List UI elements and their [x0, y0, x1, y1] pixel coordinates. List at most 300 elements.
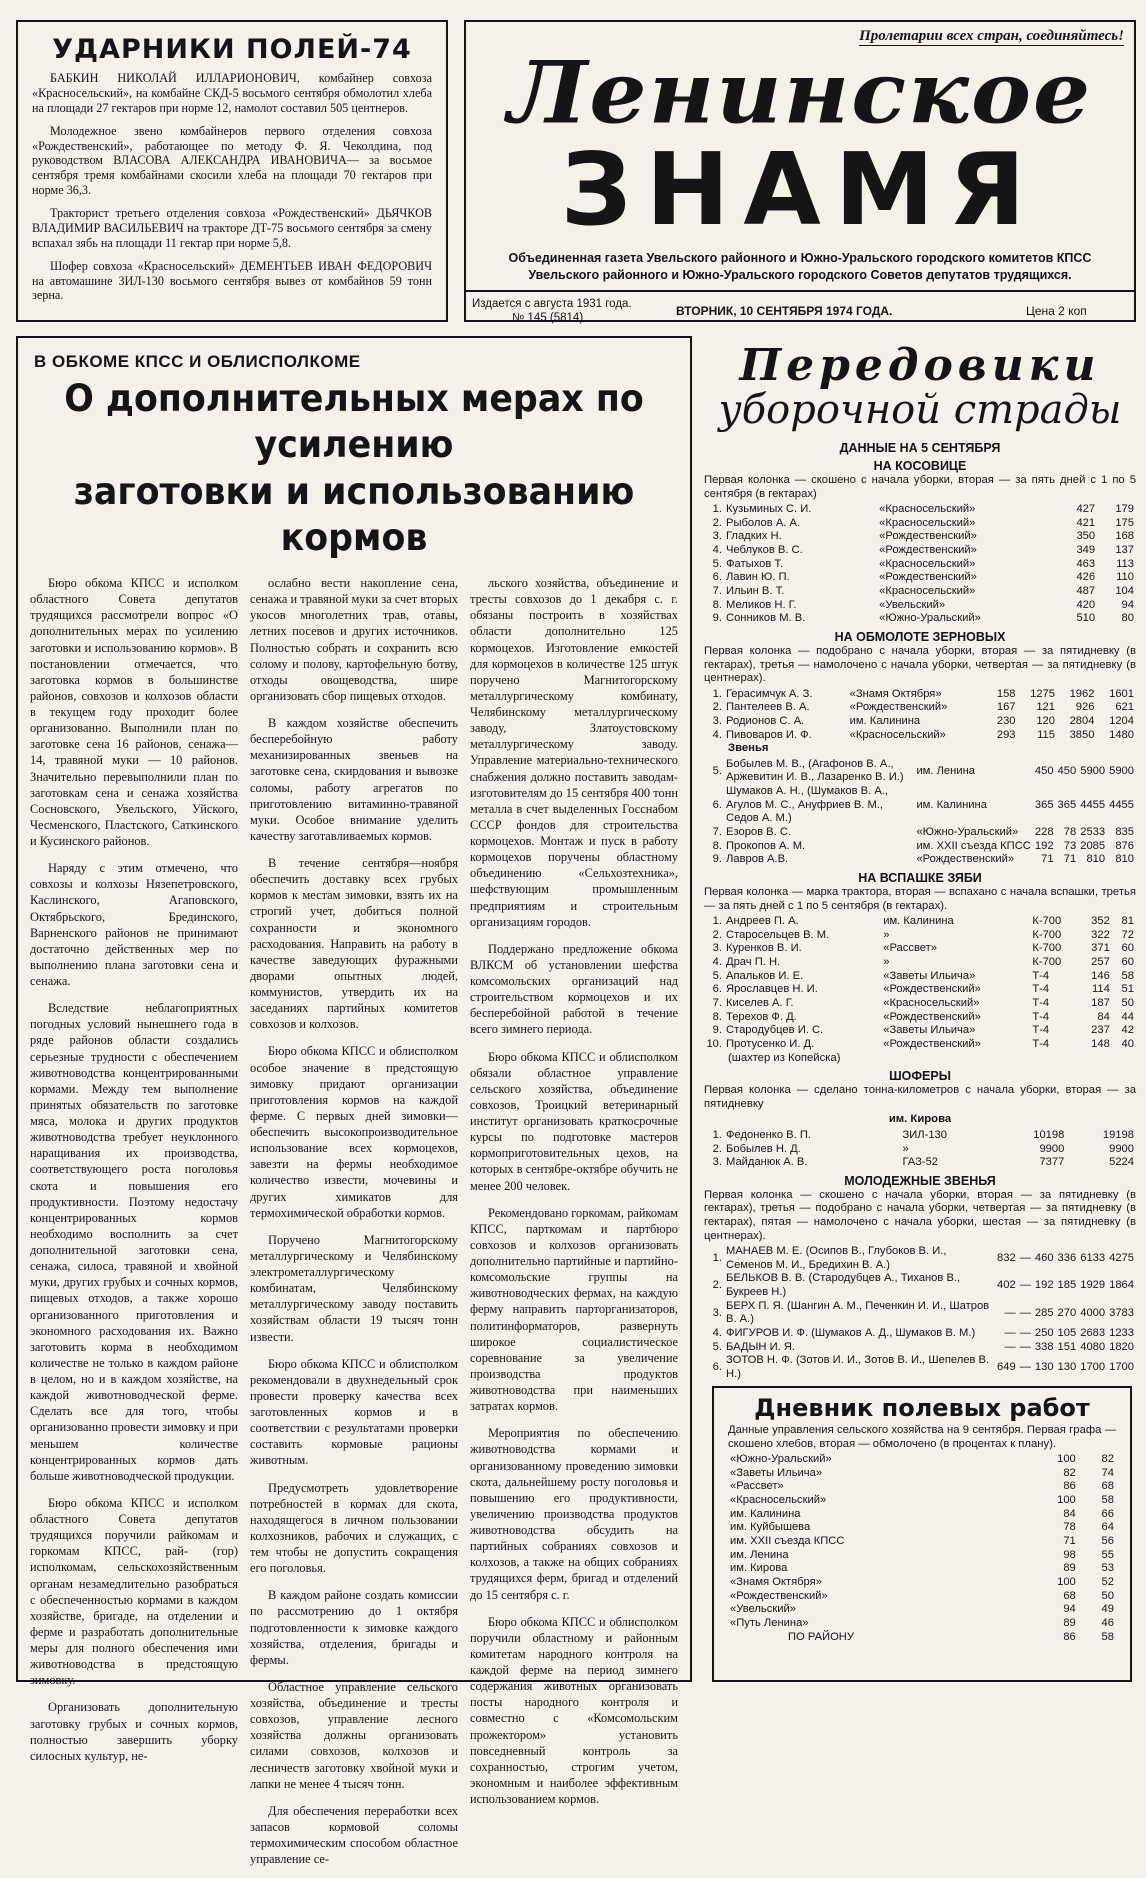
- table-cell: 185: [1057, 1279, 1077, 1292]
- table-cell: 74: [1101, 1466, 1114, 1479]
- table-row: [728, 1494, 1116, 1508]
- table-cell: Терехов Ф. Д.: [726, 1010, 797, 1023]
- vspashka-table: [704, 915, 1136, 1052]
- table-cell: 60: [1121, 942, 1134, 955]
- table-cell: 78: [1063, 1521, 1076, 1534]
- table-cell: 8.: [712, 1010, 722, 1023]
- table-cell: 94: [1121, 598, 1134, 611]
- table-cell: «Рождественский»: [879, 544, 977, 557]
- table-cell: 100: [1057, 1453, 1076, 1466]
- table-cell: 53: [1101, 1562, 1114, 1575]
- table-cell: Фатыхов Т.: [726, 557, 784, 570]
- table-row: [704, 956, 1136, 970]
- table-cell: 3.: [712, 714, 722, 727]
- table-cell: 402: [997, 1279, 1016, 1292]
- table-cell: им. Калинина: [849, 714, 921, 727]
- table-row: [704, 853, 1136, 867]
- obmolot-table: [704, 688, 1136, 743]
- table-cell: 832: [997, 1251, 1016, 1264]
- table-cell: 1.: [712, 1128, 722, 1141]
- table-cell: Т-4: [1032, 1024, 1050, 1037]
- table-cell: 338: [1034, 1340, 1054, 1353]
- article-paragraph: Бюро обкома КПСС и исполком областного Совета депутатов трудящихся рассмотрели вопрос «О дополнительных мерах по усилению заготовки и использованию кормов». В постановлении отмечается, что заготовка кормов в большинстве районов, совхозов и колхозов области в текущем году проходит более организованно. Выполнили план по заготовке сена 16 районов, сенажа—14, травяной муки — 10 районов. Значительно перевыполнили план по заготовкам сена и сенажа хозяйства Сосновского, Увельского, Уйского, Чесменского, Пластского, Саткинского и Кусинского районов.: [30, 576, 238, 848]
- table-cell: К-700: [1032, 915, 1062, 928]
- table-cell: 151: [1057, 1340, 1077, 1353]
- table-row: [704, 1354, 1136, 1381]
- table-cell: «Южно-Уральский»: [879, 612, 981, 625]
- table-cell: 9900: [1109, 1142, 1134, 1155]
- table-cell: «Увельский»: [730, 1603, 796, 1616]
- table-cell: 5.: [712, 1340, 722, 1353]
- table-cell: 130: [1057, 1361, 1077, 1374]
- table-cell: Т-4: [1032, 969, 1050, 982]
- table-cell: 73: [1063, 839, 1077, 852]
- table-cell: 2.: [712, 928, 722, 941]
- zvenya-label: Звенья: [728, 742, 769, 755]
- table-cell: 1962: [1069, 687, 1095, 700]
- table-cell: 6.: [712, 571, 722, 584]
- table-cell: 365: [1034, 798, 1054, 811]
- table-cell: МАНАЕВ М. Е. (Осипов В., Глубоков В. И., Семенов М. И., Бредихин В. А.): [726, 1245, 947, 1271]
- table-cell: Езоров В. С.: [726, 826, 792, 839]
- article-paragraph: Поручено Магнитогорскому металлургическому и Челябинскому электрометаллургическому комбинатам, Челябинскому металлургическому заводу поставить хозяйствам области 19 тысяч тонн извести.: [250, 1232, 458, 1344]
- table-row: [704, 530, 1136, 544]
- masthead-subtitle: [486, 250, 1114, 284]
- table-cell: «Рождественский»: [883, 1038, 981, 1051]
- table-cell: 810: [1086, 853, 1106, 866]
- dnevnik-note: Данные управления сельского хозяйства на 9 сентября. Первая графа — скошено хлебов, вторая — обмолочено (в процентах к плану).: [728, 1424, 1116, 1450]
- table-row: [704, 942, 1136, 956]
- table-cell: 2.: [712, 516, 722, 529]
- table-row: [704, 701, 1136, 715]
- table-cell: Т-4: [1032, 1010, 1050, 1023]
- table-cell: 270: [1057, 1306, 1077, 1319]
- table-row: [704, 826, 1136, 840]
- table-cell: 94: [1063, 1603, 1076, 1616]
- table-cell: 1700: [1080, 1361, 1106, 1374]
- molodezh-note: Первая колонка — скошено с начала уборки, вторая — за пятидневку (в гектарах), третья — подобрано с начала уборки, четвертая — за пятидневку (в гектарах), пятая — намолочено с начала уборки, шестая — за пятидневку (в центнерах).: [704, 1188, 1136, 1242]
- table-cell: 187: [1091, 997, 1110, 1010]
- table-cell: «Рождественский»: [849, 701, 948, 714]
- table-cell: 158: [996, 687, 1016, 700]
- table-cell: 192: [1034, 839, 1054, 852]
- article-paragraph: Вследствие неблагоприятных погодных условий нынешнего года в ряде районов области создались серьезные трудности с обеспечением животноводства концентрированными кормами. Между тем выполнение принятых обязательств по заготовке мяса, молока и других продуктов животноводства требует неуклонного наращивания их производства, соответствующего роста поголовья скота и повышения его продуктивности. Поэтому недостачу концентрированных кормов необходимо восполнить за счет дополнительной заготовки сена, сенажа, силоса, травяной и хвойной муки, других грубых и сочных кормов, пищевых отходов, а также хорошо организованного приготовления и экономного расходования их. Важно заготовить корма в необходимом количестве не только в каждом районе в целом, но и в каждом хозяйстве, на каждой животноводческой ферме. Сделать все для того, чтобы организованно провести зимовку и при меньшем количестве концентрированных кормов дать больше животноводческой продукции.: [30, 1001, 238, 1483]
- shofery-title: ШОФЕРЫ: [889, 1069, 951, 1084]
- table-row: [704, 729, 1136, 743]
- udarniki-title: УДАРНИКИ ПОЛЕЙ-74: [52, 34, 412, 65]
- table-cell: 113: [1116, 557, 1134, 570]
- issue-info: [472, 298, 632, 326]
- table-cell: —: [1019, 1279, 1031, 1292]
- udarniki-paragraph: БАБКИН НИКОЛАЙ ИЛЛАРИОНОВИЧ, комбайнер совхоза «Красносельский», на комбайне СКД-5 восьмого сентября обмолотил хлеба на площади 27 гектаров при норме 12, намолот составил 505 центнеров.: [32, 71, 432, 115]
- table-cell: 7377: [1039, 1156, 1065, 1169]
- table-cell: 86: [1063, 1480, 1076, 1493]
- table-cell: 5224: [1109, 1156, 1134, 1169]
- table-cell: 130: [1034, 1361, 1054, 1374]
- vspashka-footnote: (шахтер из Копейска): [728, 1051, 841, 1064]
- table-cell: Сонников М. В.: [726, 612, 806, 625]
- peredoviki-title: Передовики: [739, 340, 1101, 391]
- table-cell: 84: [1097, 1010, 1110, 1023]
- table-cell: Куренков В. И.: [726, 942, 802, 955]
- article-columns: [30, 575, 678, 1878]
- table-cell: 71: [1063, 853, 1077, 866]
- table-cell: «Южно-Уральский»: [730, 1453, 832, 1466]
- table-cell: 7.: [712, 997, 722, 1010]
- table-cell: —: [1019, 1340, 1031, 1353]
- article-paragraph: Бюро обкома КПСС и облисполком особое значение в предстоящую зимовку придают организации приготовления кормов на каждой ферме. С первых дней зимовки—обеспечить высокопроизводительное использование всех кормоцехов, завезти на фермы необходимое количество извести, мочевины и других химикатов для термохимической обработки кормов.: [250, 1044, 458, 1220]
- table-cell: «Заветы Ильича»: [883, 1024, 976, 1037]
- table-cell: 49: [1101, 1603, 1114, 1616]
- table-cell: —: [1019, 1306, 1031, 1319]
- table-cell: 40: [1121, 1038, 1134, 1051]
- peredoviki-section: [704, 336, 1136, 1380]
- table-cell: «Рождественский»: [916, 853, 1015, 866]
- table-cell: ЗОТОВ Н. Ф. (Зотов И. И., Зотов В. И., Шепелев В. Н.): [726, 1354, 990, 1380]
- table-cell: 1233: [1109, 1327, 1134, 1339]
- table-row: [728, 1480, 1116, 1494]
- table-cell: 4000: [1080, 1306, 1106, 1319]
- table-cell: 1480: [1109, 728, 1134, 741]
- table-cell: «Знамя Октября»: [730, 1576, 822, 1588]
- table-row: [704, 715, 1136, 729]
- peredoviki-subtitle: уборочной страды: [718, 387, 1122, 433]
- table-cell: 148: [1091, 1038, 1110, 1051]
- table-cell: 460: [1034, 1251, 1054, 1264]
- table-row: [704, 571, 1136, 585]
- dnevnik-table: [728, 1453, 1116, 1644]
- table-cell: 168: [1115, 530, 1134, 543]
- table-row: [704, 983, 1136, 997]
- subtitle-line2: Увельского районного и Южно-Уральского городского Советов депутатов трудящихся.: [528, 267, 1072, 282]
- table-row: [704, 544, 1136, 558]
- table-cell: 2683: [1080, 1327, 1106, 1339]
- table-cell: 50: [1121, 997, 1134, 1010]
- table-cell: 876: [1115, 839, 1134, 852]
- table-cell: 365: [1057, 798, 1077, 811]
- table-cell: им. Куйбышева: [730, 1521, 811, 1534]
- table-cell: 9900: [1039, 1142, 1065, 1155]
- table-cell: 350: [1076, 530, 1096, 543]
- table-cell: 192: [1034, 1279, 1054, 1292]
- table-cell: Майданюк А. В.: [726, 1156, 808, 1169]
- table-cell: 2.: [712, 1142, 722, 1155]
- table-cell: 427: [1076, 503, 1096, 516]
- table-cell: Федоненко В. П.: [726, 1128, 811, 1141]
- table-cell: Киселев А. Г.: [726, 997, 794, 1010]
- table-cell: 1929: [1080, 1279, 1106, 1292]
- table-row: [728, 1617, 1116, 1631]
- table-row: [704, 1300, 1136, 1327]
- table-cell: им. Калинина: [916, 798, 987, 811]
- masthead: [464, 20, 1136, 322]
- table-cell: 115: [1037, 728, 1055, 741]
- table-cell: 50: [1101, 1589, 1114, 1602]
- table-cell: —: [1004, 1306, 1016, 1319]
- table-cell: им. Калинина: [883, 915, 954, 928]
- table-cell: 5.: [712, 969, 722, 982]
- table-row: [728, 1453, 1116, 1467]
- table-cell: 8.: [712, 839, 722, 852]
- shofery-farm: им. Кирова: [888, 1113, 952, 1126]
- table-cell: —: [1019, 1251, 1031, 1264]
- table-cell: 336: [1057, 1251, 1077, 1264]
- table-row: [704, 599, 1136, 613]
- table-cell: «Красносельский»: [883, 997, 980, 1010]
- table-row: [704, 785, 1136, 826]
- table-cell: 371: [1091, 942, 1110, 955]
- article-paragraph: Мероприятия по обеспечению животноводства кормами и организованному проведению зимовки скота, дальнейшему росту поголовья и повышению его продуктивности, увеличению производства продуктов животноводства обсудить на партийных собраниях совхозов и колхозов, а также на общих собраниях трудящихся ферм, бригад и отделений до 15 сентября с. г.: [470, 1426, 678, 1602]
- table-cell: 4080: [1080, 1340, 1106, 1353]
- table-cell: «Рассвет»: [883, 942, 937, 955]
- table-row: [728, 1508, 1116, 1522]
- table-cell: 285: [1034, 1306, 1054, 1319]
- table-row: [728, 1562, 1116, 1576]
- table-cell: БАДЫН И. Я.: [726, 1340, 796, 1353]
- article-paragraph: Областное управление сельского хозяйства, объединение и тресты совхозов, управление лесного хозяйства должны организовать силами совхозов, колхозов и лесничеств заготовку хвойной муки и лапки не менее 4 тысяч тонн.: [250, 1679, 458, 1791]
- table-cell: 66: [1101, 1507, 1114, 1520]
- table-cell: Старосельцев В. М.: [726, 928, 830, 941]
- issue-price: Цена 2 коп: [1026, 304, 1087, 318]
- table-cell: им. XXII съезда КПСС: [916, 839, 1031, 852]
- table-cell: 82: [1063, 1466, 1076, 1479]
- table-cell: 72: [1121, 928, 1134, 941]
- obmolot-title: НА ОБМОЛОТЕ ЗЕРНОВЫХ: [834, 630, 1006, 644]
- table-cell: ЗИЛ-130: [902, 1128, 947, 1141]
- table-row: [704, 915, 1136, 929]
- kosovitse-note: Первая колонка — скошено с начала уборки, вторая — за пять дней с 1 по 5 сентября (в гектарах): [704, 474, 1136, 500]
- table-cell: 7.: [712, 585, 722, 598]
- slogan: Пролетарии всех стран, соединяйтесь!: [859, 28, 1124, 44]
- table-cell: 835: [1115, 826, 1134, 839]
- shofery-note: Первая колонка — сделано тонна-километров с начала уборки, вторая — за пятидневку: [704, 1084, 1136, 1110]
- article-paragraph: Поддержано предложение обкома ВЛКСМ об установлении шефства комсомольских организаций над строительством кормоцехов и их бесперебойной работой в течение всего зимнего периода.: [470, 941, 678, 1037]
- table-cell: »: [883, 928, 890, 941]
- table-cell: Герасимчук А. З.: [726, 687, 813, 700]
- table-row: [704, 1272, 1136, 1299]
- table-cell: 9.: [712, 1024, 722, 1037]
- table-cell: 230: [996, 714, 1016, 727]
- table-cell: 237: [1091, 1024, 1110, 1037]
- table-cell: 58: [1101, 1630, 1114, 1643]
- table-cell: 1275: [1030, 687, 1055, 700]
- table-cell: 349: [1076, 544, 1096, 557]
- table-cell: Стародубцев И. С.: [726, 1024, 824, 1037]
- table-cell: 4.: [712, 728, 722, 741]
- table-cell: 352: [1091, 915, 1110, 928]
- table-cell: 1.: [712, 687, 722, 700]
- table-cell: 3.: [712, 942, 722, 955]
- table-row: [728, 1549, 1116, 1563]
- table-row: [704, 1038, 1136, 1052]
- table-cell: 146: [1091, 969, 1110, 982]
- udarniki-paragraph: Шофер совхоза «Красносельский» ДЕМЕНТЬЕВ ИВАН ФЕДОРОВИЧ на автомашине ЗИЛ-130 восьмого сентября вывез от комбайнов 59 тонн зерна.: [32, 258, 432, 303]
- table-cell: 44: [1121, 1010, 1134, 1023]
- table-cell: 450: [1034, 764, 1054, 777]
- table-cell: 6.: [712, 1361, 722, 1374]
- table-cell: 3.: [712, 1306, 722, 1319]
- table-cell: 55: [1101, 1548, 1114, 1561]
- table-row: [704, 612, 1136, 626]
- table-cell: 1.: [712, 503, 722, 516]
- table-cell: 58: [1101, 1494, 1114, 1507]
- table-cell: 100: [1057, 1494, 1076, 1507]
- table-cell: «Заветы Ильича»: [730, 1466, 823, 1479]
- table-cell: 4.: [712, 956, 722, 969]
- table-cell: Протусенко И. Д.: [726, 1038, 815, 1051]
- table-row: [704, 1011, 1136, 1025]
- table-row: [704, 1129, 1136, 1143]
- article-headline: О дополнительных мерах по усилению заготовки и использованию кормов: [64, 377, 644, 559]
- kosovitse-title: НА КОСОВИЦЕ: [873, 459, 967, 473]
- table-row: [704, 585, 1136, 599]
- table-cell: Бобылев Н. Д.: [726, 1142, 801, 1155]
- table-cell: 621: [1115, 701, 1134, 714]
- table-cell: 42: [1121, 1024, 1134, 1037]
- udarniki-paragraph: Тракторист третьего отделения совхоза «Рождественский» ДЬЯЧКОВ ВЛАДИМИР ВАСИЛЬЕВИЧ на тракторе ДТ-75 восьмого сентября за смену вспахал зябь на площади 11 гектар при норме 5,8.: [32, 206, 432, 250]
- table-row: [704, 1245, 1136, 1272]
- table-cell: 167: [996, 701, 1016, 714]
- article-paragraph: В течение сентября—ноября обеспечить доставку всех грубых кормов к местам зимовки, взять их на строгий учет, добиться полной сохранности и экономного расходования. Направить на работу в качестве заведующих фуражными дворами опытных людей, коммунистов, утвердить их на заседаниях партийных комитетов совхозов и колхозов.: [250, 856, 458, 1032]
- table-cell: 5900: [1080, 764, 1106, 777]
- table-cell: 105: [1057, 1327, 1077, 1339]
- table-row: [728, 1467, 1116, 1481]
- table-cell: 322: [1091, 928, 1110, 941]
- table-cell: «Рождественский»: [883, 1010, 981, 1023]
- table-cell: 84: [1063, 1507, 1076, 1520]
- table-cell: ФИГУРОВ И. Ф. (Шумаков А. Д., Шумаков В. М.): [726, 1327, 976, 1339]
- subtitle-line1: Объединенная газета Увельского районного и Южно-Уральского городского комитетов КПСС: [508, 251, 1092, 265]
- table-cell: 71: [1041, 853, 1054, 866]
- table-cell: 104: [1115, 585, 1134, 598]
- table-cell: 2.: [712, 1279, 722, 1292]
- table-cell: 5.: [712, 764, 722, 777]
- table-cell: 6.: [712, 798, 722, 811]
- table-row: [704, 1156, 1136, 1170]
- shofery-table: [704, 1129, 1136, 1170]
- table-cell: 1700: [1109, 1361, 1134, 1374]
- table-cell: 2085: [1080, 839, 1106, 852]
- table-cell: им. XXII съезда КПСС: [730, 1535, 845, 1548]
- table-cell: 926: [1075, 701, 1095, 714]
- table-cell: 19198: [1102, 1128, 1134, 1141]
- table-cell: «Заветы Ильича»: [883, 969, 976, 982]
- table-cell: «Красносельский»: [730, 1494, 827, 1507]
- table-cell: «Рождественский»: [883, 983, 981, 996]
- table-row: [704, 503, 1136, 517]
- table-cell: 487: [1076, 585, 1096, 598]
- table-cell: Бобылев М. В., (Агафонов В. А., Аржевитин И. В., Лазаренко В. И.): [726, 757, 904, 784]
- table-cell: »: [883, 956, 890, 969]
- article-paragraph: Бюро обкома КПСС и исполком областного Совета депутатов трудящихся поручили райкомам и горкомам КПСС, рай- (гор) исполкомам, сельскохозяйственным органам незамедлительно разобраться с обеспеченностью кормами в каждом хозяйстве, бригаде, на отделении и ферме и разработать дополнительные меры для полного обеспечения ими животноводства в предстоящую зимовку.: [30, 1495, 238, 1688]
- table-cell: 78: [1063, 826, 1077, 839]
- table-row: [728, 1576, 1116, 1590]
- article-column-1: [30, 575, 238, 1878]
- dnevnik-title: Дневник полевых работ: [754, 1394, 1090, 1422]
- table-cell: 293: [996, 728, 1016, 741]
- table-cell: 4455: [1109, 798, 1134, 811]
- table-cell: 56: [1101, 1535, 1114, 1548]
- table-cell: 64: [1101, 1521, 1114, 1534]
- table-cell: Лавров А.В.: [726, 853, 789, 866]
- table-cell: 228: [1034, 826, 1054, 839]
- table-cell: 1.: [712, 1251, 722, 1264]
- table-cell: Лавин Ю. П.: [726, 571, 790, 584]
- molodezh-title: МОЛОДЕЖНЫЕ ЗВЕНЬЯ: [844, 1173, 996, 1188]
- issue-date: ВТОРНИК, 10 СЕНТЯБРЯ 1974 ГОДА.: [676, 304, 893, 318]
- table-cell: 82: [1101, 1453, 1114, 1466]
- zvenya-table: [704, 758, 1136, 867]
- table-row: [704, 688, 1136, 702]
- table-cell: «Рождественский»: [730, 1589, 828, 1602]
- table-cell: 1601: [1109, 687, 1134, 700]
- table-cell: »: [902, 1142, 909, 1155]
- table-cell: 421: [1076, 516, 1096, 529]
- table-cell: 100: [1057, 1576, 1076, 1588]
- table-cell: 68: [1063, 1589, 1076, 1602]
- table-row: [728, 1521, 1116, 1535]
- table-cell: Апальков И. Е.: [726, 969, 804, 982]
- table-cell: 89: [1063, 1616, 1076, 1629]
- table-cell: 10.: [706, 1038, 722, 1051]
- table-cell: 120: [1036, 714, 1055, 727]
- table-row: [704, 1327, 1136, 1341]
- table-cell: 3.: [712, 1156, 722, 1169]
- table-cell: «Южно-Уральский»: [916, 826, 1019, 839]
- table-cell: им. Калинина: [730, 1507, 801, 1520]
- article-column-3: [470, 575, 678, 1878]
- table-cell: Меликов Н. Г.: [726, 598, 797, 611]
- table-cell: Родионов С. А.: [726, 714, 805, 727]
- table-cell: «Красносельский»: [879, 516, 976, 529]
- table-row: [728, 1535, 1116, 1549]
- table-cell: 2533: [1080, 826, 1106, 839]
- table-row: [728, 1603, 1116, 1617]
- table-cell: 6133: [1080, 1251, 1106, 1264]
- table-cell: К-700: [1032, 956, 1062, 969]
- table-cell: «Красносельский»: [879, 503, 976, 516]
- table-cell: ПО РАЙОНУ: [788, 1630, 854, 1643]
- table-cell: Ярославцев Н. И.: [726, 983, 818, 996]
- table-cell: 649: [997, 1361, 1016, 1374]
- table-cell: Чеблуков В. С.: [726, 544, 803, 557]
- table-cell: 10198: [1033, 1128, 1065, 1141]
- table-cell: 257: [1091, 956, 1110, 969]
- vspashka-title: НА ВСПАШКЕ ЗЯБИ: [858, 871, 982, 886]
- table-row: [704, 517, 1136, 531]
- table-cell: «Красносельский»: [879, 585, 976, 598]
- table-cell: 89: [1063, 1562, 1076, 1575]
- table-cell: Шумаков А. Н., (Шумаков В. А., Агулов М. С., Ануфриев В. М., Седов А. М.): [726, 785, 889, 825]
- table-cell: БЕРХ П. Я. (Шангин А. М., Печенкин И. И., Шатров В. А.): [726, 1299, 990, 1326]
- table-cell: «Путь Ленина»: [730, 1616, 809, 1629]
- table-row: [704, 997, 1136, 1011]
- data-date-header: ДАННЫЕ НА 5 СЕНТЯБРЯ: [839, 441, 1001, 455]
- table-cell: Пивоваров И. Ф.: [726, 728, 812, 741]
- table-cell: 4275: [1109, 1251, 1134, 1264]
- table-cell: 68: [1101, 1480, 1114, 1493]
- udarniki-box: [16, 20, 448, 322]
- article-paragraph: В каждом районе создать комиссии по рассмотрению до 1 октября подготовленности к зимовке каждого хозяйства, отделения, бригады и фермы.: [250, 1588, 458, 1667]
- table-cell: 4.: [712, 1327, 722, 1339]
- table-cell: 3850: [1069, 728, 1095, 741]
- article-paragraph: Наряду с этим отмечено, что совхозы и колхозы Нязепетровского, Каслинского, Агаповского, Октябрьского, Брединского, Варненского районов не принимают достаточно действенных мер по выполнению плана заготовки сена и сенажа.: [30, 861, 238, 988]
- table-cell: К-700: [1032, 942, 1062, 955]
- article-paragraph: Рекомендовано горкомам, райкомам КПСС, парткомам и партбюро совхозов и колхозов организовать дополнительно партийные и партийно-комсомольские группы на животноводческих фермах, на каждую ферму направить парторганизаторов, политинформаторов, развернуть широкое социалистическое соревнование за увеличение производства продуктов животноводства при наименьших затратах кормов.: [470, 1205, 678, 1414]
- table-cell: Рыболов А. А.: [726, 516, 801, 529]
- table-cell: 1204: [1109, 714, 1134, 727]
- table-cell: «Красносельский»: [849, 728, 946, 741]
